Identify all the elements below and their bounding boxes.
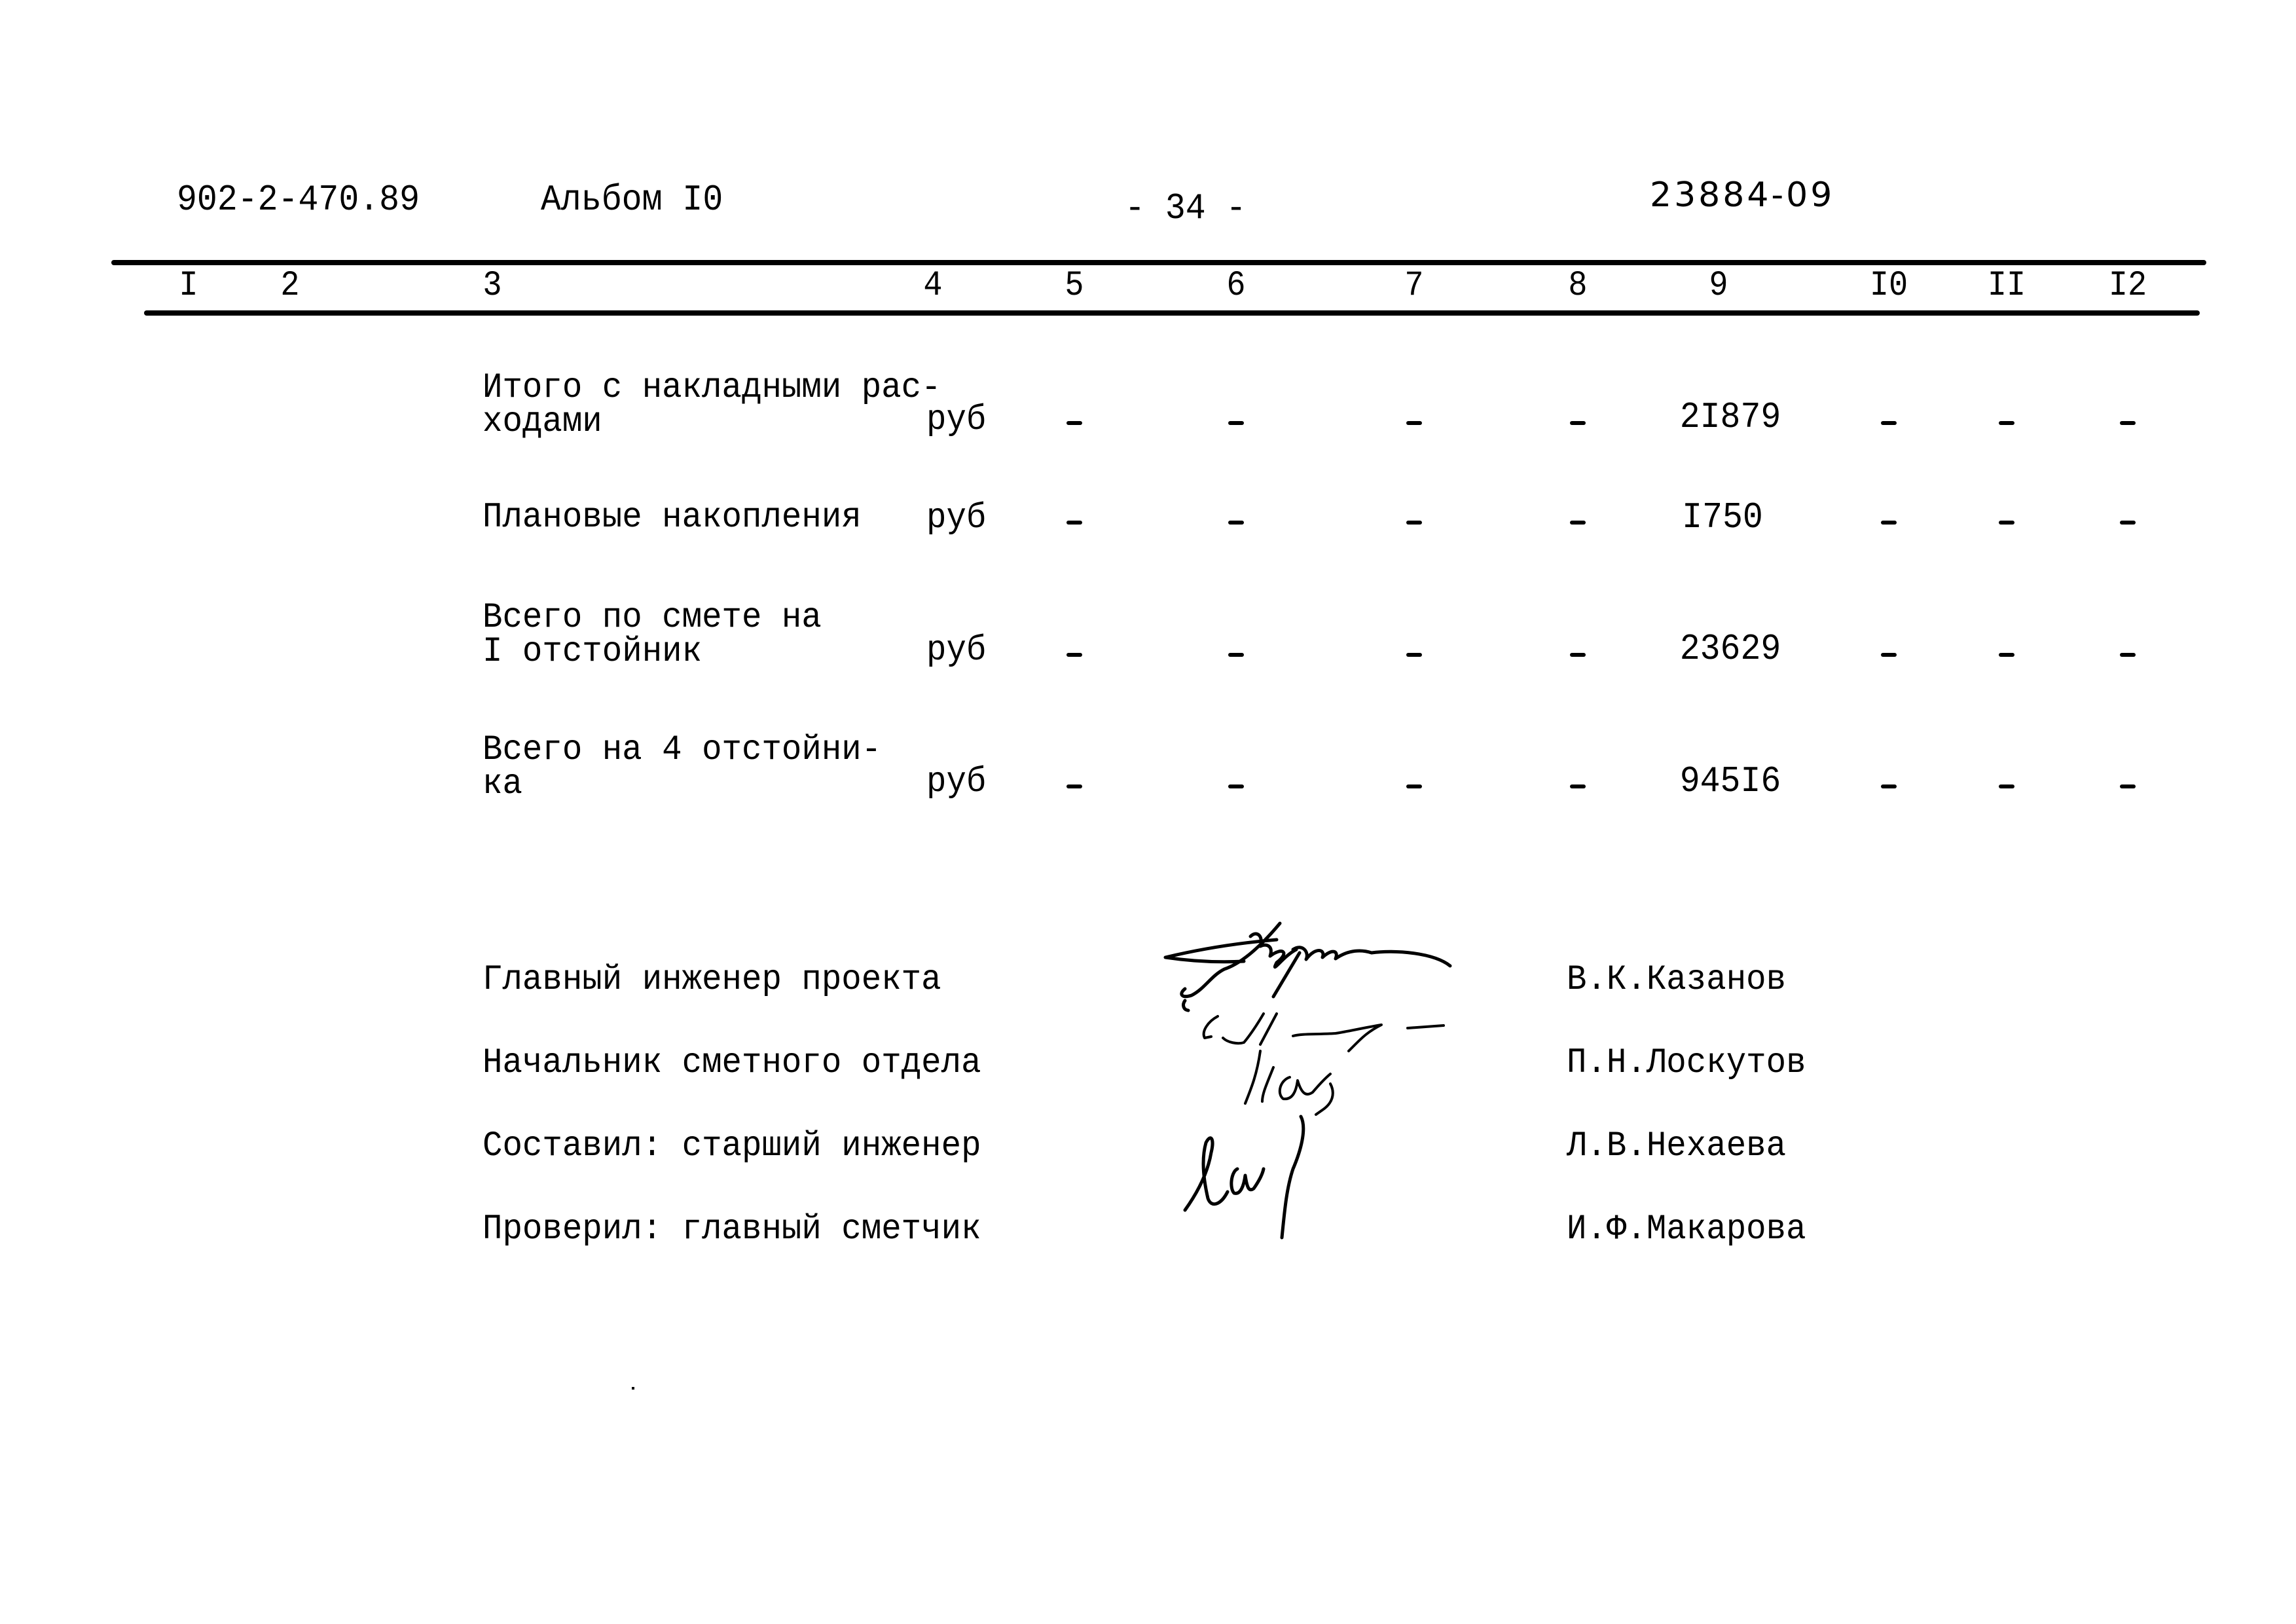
column-number-4: 4 [923, 266, 943, 306]
inventory-stamp: 23884-09 [1650, 175, 1835, 215]
empty-cell-dash [1570, 521, 1586, 525]
empty-cell-dash [2120, 521, 2136, 525]
column-number-8: 8 [1568, 266, 1588, 306]
signature-loskutov-icon [1204, 1014, 1444, 1051]
album-label: Альбом I0 [541, 179, 723, 221]
scan-speck [632, 1387, 634, 1390]
column-number-11: II [1987, 266, 2026, 306]
signature-makarova-icon [1185, 1116, 1303, 1238]
empty-cell-dash [2120, 421, 2136, 425]
column-number-9: 9 [1709, 266, 1728, 306]
column-number-3: 3 [483, 266, 502, 306]
signer-name: И.Ф.Макарова [1567, 1209, 1806, 1249]
signer-role: Составил: старший инженер [483, 1126, 981, 1166]
empty-cell-dash [1066, 421, 1082, 425]
column-number-1: I [179, 266, 198, 306]
column-number-7: 7 [1404, 266, 1424, 306]
column-number-6: 6 [1226, 266, 1246, 306]
signer-role: Начальник сметного отдела [483, 1043, 981, 1083]
column-number-2: 2 [280, 266, 300, 306]
table-top-rule [111, 260, 2206, 265]
row-unit: руб [926, 762, 987, 802]
empty-cell-dash [1999, 784, 2014, 788]
table-header-bottom-rule [144, 310, 2200, 316]
row-description: Итого с накладными рас- ходами [483, 368, 941, 442]
empty-cell-dash [1228, 784, 1244, 788]
empty-cell-dash [1228, 421, 1244, 425]
page-number: - 34 - [1125, 187, 1247, 229]
signer-name: В.К.Казанов [1567, 960, 1787, 1000]
empty-cell-dash [1570, 421, 1586, 425]
row-amount: 23629 [1679, 628, 1781, 670]
row-description: Всего по смете на I отстойник [483, 598, 822, 672]
column-number-10: I0 [1869, 266, 1908, 306]
empty-cell-dash [1228, 653, 1244, 657]
row-amount: 945I6 [1679, 760, 1781, 802]
empty-cell-dash [2120, 784, 2136, 788]
row-amount: 2I879 [1679, 396, 1781, 438]
empty-cell-dash [1881, 653, 1897, 657]
empty-cell-dash [1999, 421, 2014, 425]
row-unit: руб [926, 498, 987, 538]
empty-cell-dash [1999, 521, 2014, 525]
signer-name: Л.В.Нехаева [1567, 1126, 1787, 1166]
signer-name: П.Н.Лоскутов [1567, 1043, 1806, 1083]
row-description: Плановые накопления [483, 498, 862, 538]
empty-cell-dash [2120, 653, 2136, 657]
empty-cell-dash [1570, 653, 1586, 657]
empty-cell-dash [1406, 653, 1422, 657]
row-description: Всего на 4 отстойни- ка [483, 730, 882, 804]
column-number-12: I2 [2108, 266, 2147, 306]
empty-cell-dash [1570, 784, 1586, 788]
row-unit: руб [926, 631, 987, 671]
empty-cell-dash [1881, 784, 1897, 788]
signature-kazanov-icon [1165, 923, 1450, 1010]
empty-cell-dash [1406, 421, 1422, 425]
row-amount: I750 [1682, 496, 1763, 538]
empty-cell-dash [1066, 521, 1082, 525]
empty-cell-dash [1066, 784, 1082, 788]
signer-role: Главный инженер проекта [483, 960, 941, 1000]
empty-cell-dash [1228, 521, 1244, 525]
empty-cell-dash [1999, 653, 2014, 657]
column-number-5: 5 [1065, 266, 1084, 306]
row-unit: руб [926, 400, 987, 440]
empty-cell-dash [1406, 784, 1422, 788]
empty-cell-dash [1406, 521, 1422, 525]
signer-role: Проверил: главный сметчик [483, 1209, 981, 1249]
document-code: 902-2-470.89 [177, 179, 420, 221]
handwritten-signatures-icon [1146, 917, 1539, 1375]
empty-cell-dash [1881, 521, 1897, 525]
empty-cell-dash [1881, 421, 1897, 425]
signature-nekhaeva-icon [1245, 1051, 1333, 1115]
empty-cell-dash [1066, 653, 1082, 657]
